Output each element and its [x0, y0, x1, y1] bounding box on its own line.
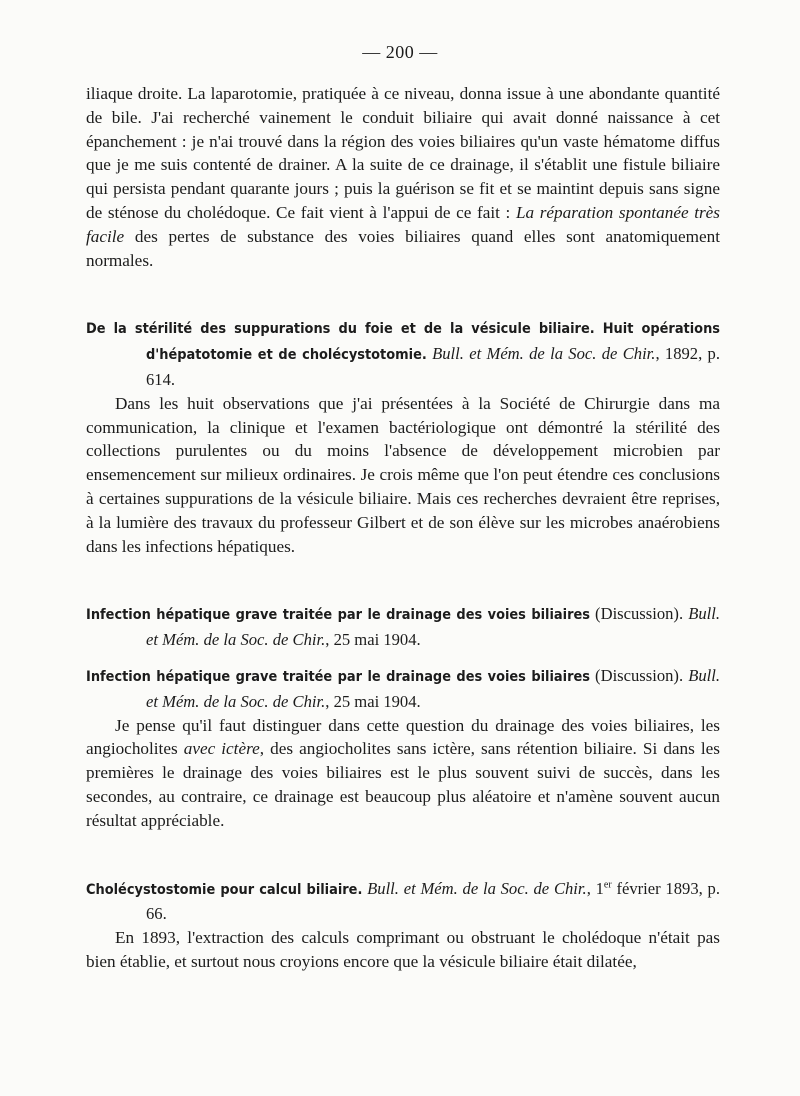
paragraph-angiocholites: Je pense qu'il faut distinguer dans cette question du drainage des voies biliaires, les angiocholites avec ictère, des angiocholites sans ictère, sans rétention biliaire. Si dans les premières le drainage des voies biliaires est le plus souvent suivi de succès, dans les secondes, au contraire, ce drainage est beaucoup plus aléatoire et n'amène souvent aucun résultat appréciable. — [86, 715, 720, 830]
page-content — [86, 82, 720, 974]
entry-title-infection-1: Infection hépatique grave traitée par le drainage des voies biliaires (Discussion). Bull. et Mém. de la Soc. de Chir., 25 mai 1904. — [86, 604, 720, 650]
paragraph-1893: En 1893, l'extraction des calculs comprimant ou obstruant le cholédoque n'était pas bien établie, et surtout nous croyions encore que la vésicule biliaire était dilatée, — [86, 928, 720, 971]
paragraph-observations: Dans les huit observations que j'ai présentées à la Société de Chirurgie dans ma communication, la clinique et l'examen bactériologique ont démontré la stérilité des collections purulentes ou du moins l'absence de développement microbien par ensemencement sur milieux ordinaires. Je crois même que l'on peut étendre ces conclusions à certaines suppurations de la vésicule biliaire. Mais ces recherches devraient être reprises, à la lumière des travaux du professeur Gilbert et de son élève sur les microbes anaérobiens dans les infections hépatiques. — [86, 393, 720, 556]
entry-title-infection-2: Infection hépatique grave traitée par le drainage des voies biliaires (Discussion). Bull. et Mém. de la Soc. de Chir., 25 mai 1904. — [86, 665, 720, 711]
entry-title-cholecystostomie: Cholécystostomie pour calcul biliaire. Bull. et Mém. de la Soc. de Chir., 1er février 1893, p. 66. — [86, 878, 720, 924]
page-number: — 200 — — [362, 42, 438, 62]
paragraph-continuation: iliaque droite. La laparotomie, pratiquée à ce niveau, donna issue à une abondante quantité de bile. J'ai recherché vainement le conduit biliaire qui avait donné naissance à cet épanchement : je n'ai trouvé dans la région des voies biliaires qu'un vaste hématome diffus que je me suis contenté de drainer. A la suite de ce drainage, il s'établit une fistule biliaire qui persista pendant quarante jours ; puis la guérison se fit et se maintint depuis sans signe de sténose du cholédoque. Ce fait vient à l'appui de ce fait : La réparation spontanée très facile des pertes de substance des voies biliaires quand elles sont anatomiquement normales. — [86, 84, 720, 270]
entry-title-sterilite: De la stérilité des suppurations du foie et de la vésicule biliaire. Huit opérations d'hépatotomie et de cholécystotomie. Bull. et Mém. de la Soc. de Chir., 1892, p. 614. — [86, 321, 721, 389]
